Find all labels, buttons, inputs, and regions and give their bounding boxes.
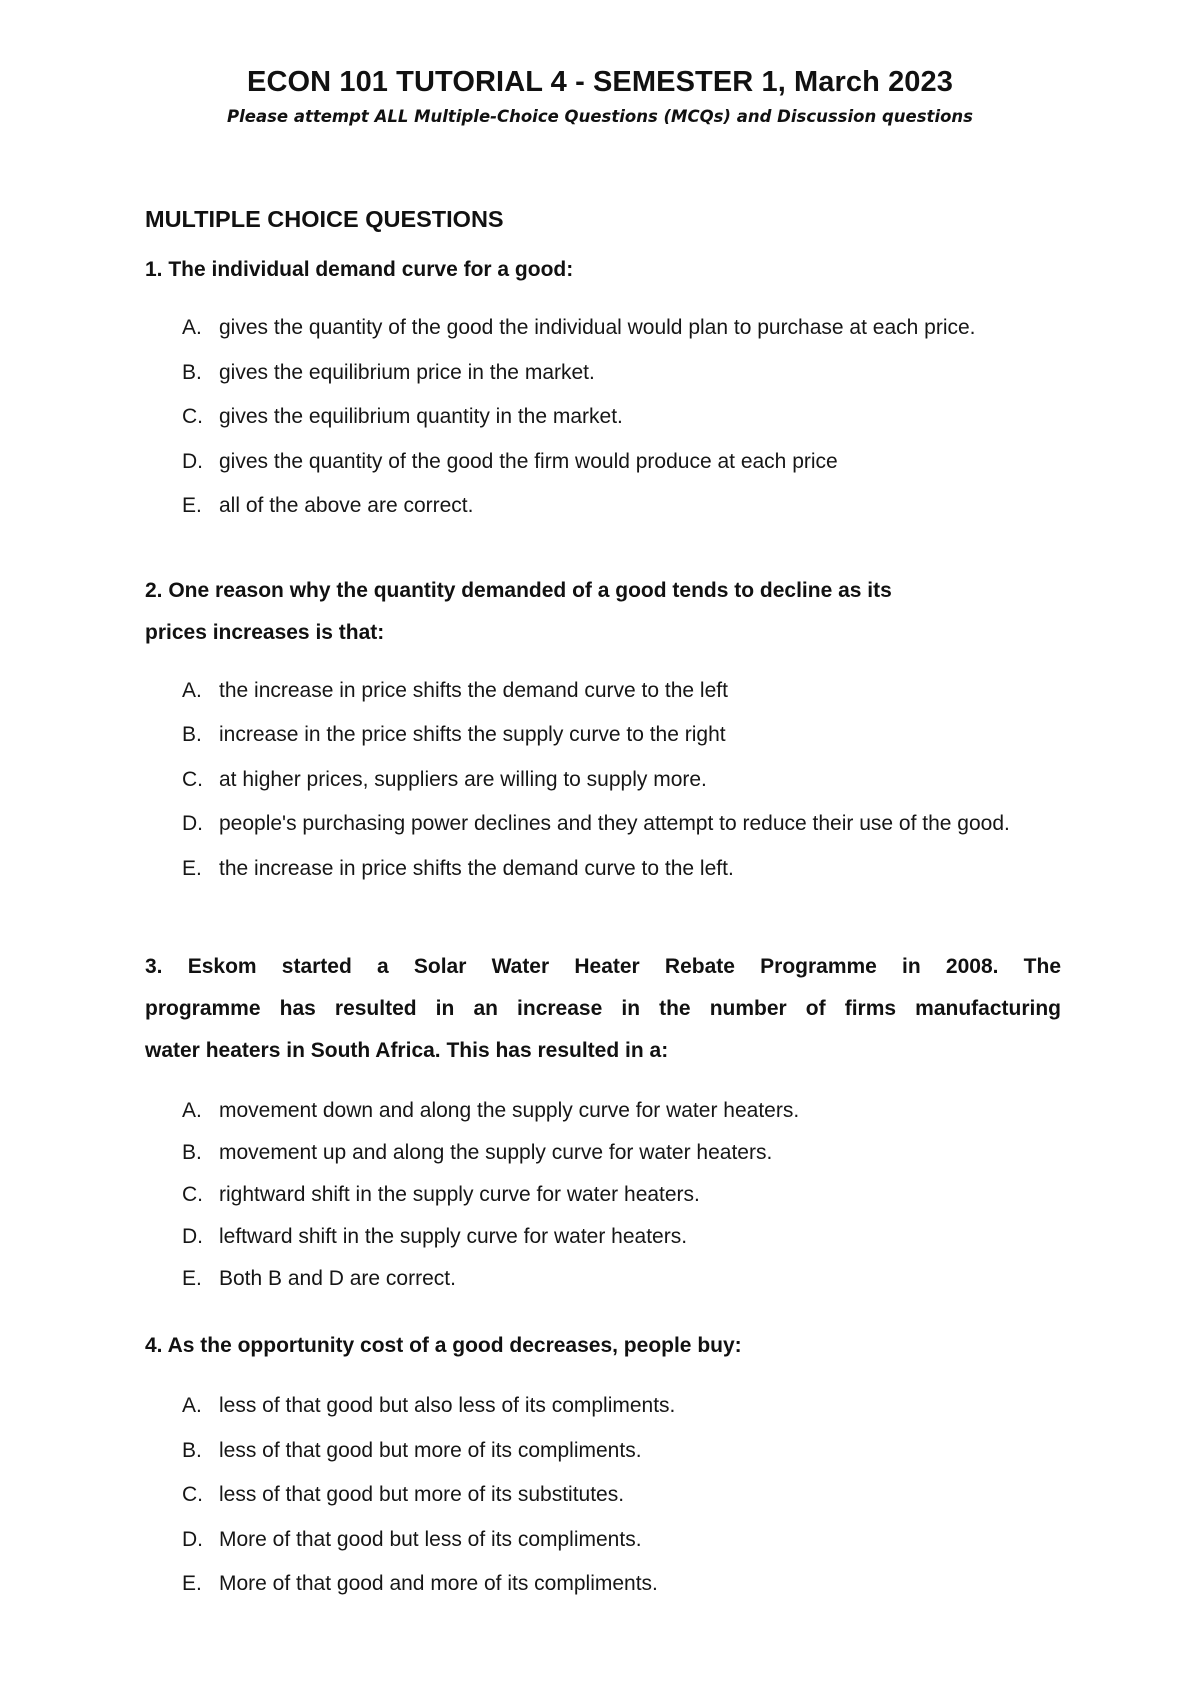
option-text: More of that good but less of its compliments. — [219, 1528, 642, 1551]
page-title: ECON 101 TUTORIAL 4 - SEMESTER 1, March 2023 — [247, 66, 953, 98]
option-letter: E. — [182, 857, 202, 880]
question-1-option-a — [182, 316, 976, 340]
question-1-option-d — [182, 450, 838, 474]
question-4-option-a — [182, 1394, 675, 1418]
question-3-option-b — [182, 1141, 772, 1165]
option-text: gives the quantity of the good the individual would plan to purchase at each price. — [219, 316, 976, 339]
question-2-option-d — [182, 812, 1010, 836]
option-text: Both B and D are correct. — [219, 1267, 456, 1290]
question-3-option-d — [182, 1225, 687, 1249]
option-letter: C. — [182, 768, 203, 791]
question-4-option-d — [182, 1528, 642, 1552]
option-letter: D. — [182, 1225, 203, 1248]
option-letter: B. — [182, 361, 202, 384]
question-4-line: 4. As the opportunity cost of a good decreases, people buy: — [145, 1334, 742, 1357]
option-text: movement down and along the supply curve for water heaters. — [219, 1099, 800, 1122]
option-text: people's purchasing power declines and they attempt to reduce their use of the good. — [219, 812, 1010, 835]
option-letter: C. — [182, 1183, 203, 1206]
question-2-option-c — [182, 768, 707, 792]
option-letter: C. — [182, 405, 203, 428]
question-2-option-e — [182, 857, 734, 881]
option-text: movement up and along the supply curve for water heaters. — [219, 1141, 773, 1164]
question-2-text — [145, 570, 1065, 654]
question-4-option-e — [182, 1572, 658, 1596]
question-4-option-b — [182, 1439, 642, 1463]
option-text: all of the above are correct. — [219, 494, 474, 517]
option-letter: E. — [182, 1572, 202, 1595]
option-letter: B. — [182, 1141, 202, 1164]
option-letter: D. — [182, 1528, 203, 1551]
question-1-line: 1. The individual demand curve for a good: — [145, 258, 574, 281]
question-1-option-b — [182, 361, 595, 385]
option-text: gives the quantity of the good the firm would produce at each price — [219, 450, 838, 473]
option-text: less of that good but also less of its compliments. — [219, 1394, 676, 1417]
question-1-option-e — [182, 494, 473, 518]
question-3-line: programme has resulted in an increase in the number of firms manufacturing — [145, 997, 1061, 1020]
option-letter: D. — [182, 450, 203, 473]
option-text: gives the equilibrium price in the market. — [219, 361, 595, 384]
question-2-line: 2. One reason why the quantity demanded of a good tends to decline as its — [145, 579, 892, 602]
question-1-option-c — [182, 405, 623, 429]
option-letter: E. — [182, 494, 202, 517]
question-3-option-c — [182, 1183, 700, 1207]
question-4-option-c — [182, 1483, 624, 1507]
question-1-text — [145, 249, 1065, 291]
option-letter: E. — [182, 1267, 202, 1290]
question-2-line: prices increases is that: — [145, 621, 385, 644]
option-text: increase in the price shifts the supply curve to the right — [219, 723, 726, 746]
option-letter: B. — [182, 723, 202, 746]
option-text: the increase in price shifts the demand curve to the left — [219, 679, 728, 702]
question-2-option-a — [182, 679, 728, 703]
question-4-text — [145, 1325, 1065, 1367]
option-text: leftward shift in the supply curve for water heaters. — [219, 1225, 688, 1248]
page-subtitle: Please attempt ALL Multiple-Choice Questions (MCQs) and Discussion questions — [227, 107, 973, 126]
option-letter: C. — [182, 1483, 203, 1506]
option-text: at higher prices, suppliers are willing to supply more. — [219, 768, 707, 791]
option-text: rightward shift in the supply curve for water heaters. — [219, 1183, 700, 1206]
option-letter: B. — [182, 1439, 202, 1462]
section-heading: MULTIPLE CHOICE QUESTIONS — [145, 206, 504, 232]
question-3-line: water heaters in South Africa. This has resulted in a: — [145, 1039, 669, 1062]
option-letter: A. — [182, 1099, 202, 1122]
option-text: less of that good but more of its substitutes. — [219, 1483, 625, 1506]
option-letter: A. — [182, 1394, 202, 1417]
question-3-line: 3. Eskom started a Solar Water Heater Rebate Programme in 2008. The — [145, 955, 1061, 978]
question-3-option-e — [182, 1267, 456, 1291]
option-text: the increase in price shifts the demand curve to the left. — [219, 857, 734, 880]
option-text: less of that good but more of its compliments. — [219, 1439, 642, 1462]
question-2-option-b — [182, 723, 726, 747]
option-letter: D. — [182, 812, 203, 835]
option-letter: A. — [182, 316, 202, 339]
option-text: More of that good and more of its compliments. — [219, 1572, 658, 1595]
option-letter: A. — [182, 679, 202, 702]
question-3-option-a — [182, 1099, 799, 1123]
option-text: gives the equilibrium quantity in the market. — [219, 405, 623, 428]
question-3-text — [145, 946, 1061, 1072]
